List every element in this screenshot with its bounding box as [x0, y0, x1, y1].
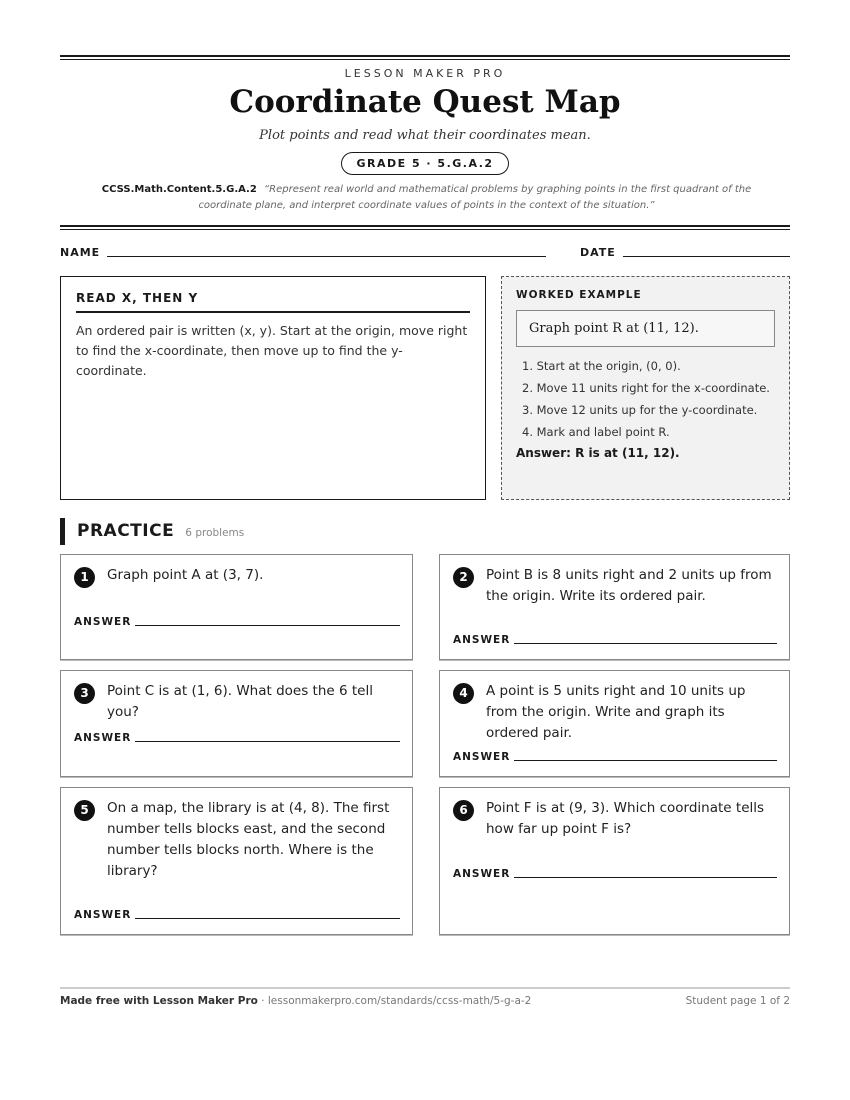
footer-credit [60, 995, 531, 1007]
footer-made-with: Made free with Lesson Maker Pro [60, 995, 258, 1007]
problem-card-4 [439, 670, 790, 777]
problem-card-3 [60, 670, 413, 777]
worked-example-answer: Answer: R is at (11, 12). [516, 446, 680, 460]
page-title: Coordinate Quest Map [229, 84, 621, 120]
worked-example-step: 1. Start at the origin, (0, 0). [522, 359, 681, 373]
worked-example-step: 3. Move 12 units up for the y-coordinate. [522, 403, 758, 417]
practice-heading [60, 518, 244, 545]
problem-number-badge: 3 [74, 683, 95, 704]
answer-field-1[interactable] [135, 614, 400, 626]
problem-number-badge: 6 [453, 800, 474, 821]
problem-text: A point is 5 units right and 10 units up from the origin. Write and graph its ordered pair. [486, 683, 746, 741]
date-label: DATE [580, 246, 616, 259]
problem-text: Graph point A at (3, 7). [107, 567, 264, 583]
name-field[interactable] [107, 256, 546, 257]
problem-text: On a map, the library is at (4, 8). The first number tells blocks east, and the second number tells blocks north. Where is the library? [107, 800, 390, 879]
problem-number-badge: 1 [74, 567, 95, 588]
problem-number-badge: 4 [453, 683, 474, 704]
answer-label: ANSWER [74, 616, 132, 628]
read-box-body: An ordered pair is written (x, y). Start at the origin, move right to find the x-coordinate, then move up to find the y-coordinate. [76, 323, 468, 378]
problem-text: Point B is 8 units right and 2 units up from the origin. Write its ordered pair. [486, 567, 772, 604]
answer-field-3[interactable] [135, 730, 400, 742]
problem-card-1 [60, 554, 413, 660]
header-bottom-rule [60, 225, 790, 230]
answer-field-6[interactable] [514, 866, 777, 878]
problem-card-2 [439, 554, 790, 660]
student-info-fields [60, 245, 790, 259]
answer-label: ANSWER [74, 909, 132, 921]
worked-example-steps [516, 357, 775, 442]
worked-example-problem: Graph point R at (11, 12). [516, 310, 775, 347]
worked-example-box [501, 276, 790, 500]
brand-name: LESSON MAKER PRO [344, 67, 506, 80]
name-label: NAME [60, 246, 101, 259]
grade-badge-wrap [60, 152, 790, 175]
problem-text: Point C is at (1, 6). What does the 6 tell you? [107, 683, 373, 720]
footer-page-number: Student page 1 of 2 [685, 995, 790, 1007]
answer-label: ANSWER [74, 732, 132, 744]
standard-statement [74, 182, 779, 214]
problem-number-badge: 5 [74, 800, 95, 821]
answer-label: ANSWER [453, 751, 511, 763]
footer-rule [60, 987, 790, 989]
answer-label: ANSWER [453, 868, 511, 880]
worked-example-step: 2. Move 11 units right for the x-coordinate. [522, 381, 770, 395]
answer-field-2[interactable] [514, 632, 777, 644]
answer-field-5[interactable] [135, 907, 400, 919]
problem-card-5 [60, 787, 413, 935]
problem-text: Point F is at (9, 3). Which coordinate tells how far up point F is? [486, 800, 765, 837]
worked-example-step: 4. Mark and label point R. [522, 425, 670, 439]
read-box-title: READ X, THEN Y [76, 291, 470, 313]
header-top-rule [60, 55, 790, 60]
standard-code: CCSS.Math.Content.5.G.A.2 [101, 184, 257, 195]
answer-label: ANSWER [453, 634, 511, 646]
date-field[interactable] [623, 256, 790, 257]
problem-card-6 [439, 787, 790, 935]
problem-number-badge: 2 [453, 567, 474, 588]
page-subtitle: Plot points and read what their coordinates mean. [259, 128, 591, 143]
worksheet-page [60, 0, 790, 1100]
grade-badge: GRADE 5 · 5.G.A.2 [341, 152, 508, 175]
standard-text: “Represent real world and mathematical problems by graphing points in the first quadrant of the coordinate plane, and interpret coordinate values of points in the context of the situation.” [198, 184, 752, 211]
answer-field-4[interactable] [514, 749, 777, 761]
practice-title: PRACTICE [77, 521, 175, 541]
worked-example-label: WORKED EXAMPLE [516, 289, 642, 301]
footer-url[interactable]: · lessonmakerpro.com/standards/ccss-math/5-g-a-2 [257, 995, 532, 1007]
read-x-then-y-box [60, 276, 486, 500]
practice-count: 6 problems [185, 527, 245, 539]
